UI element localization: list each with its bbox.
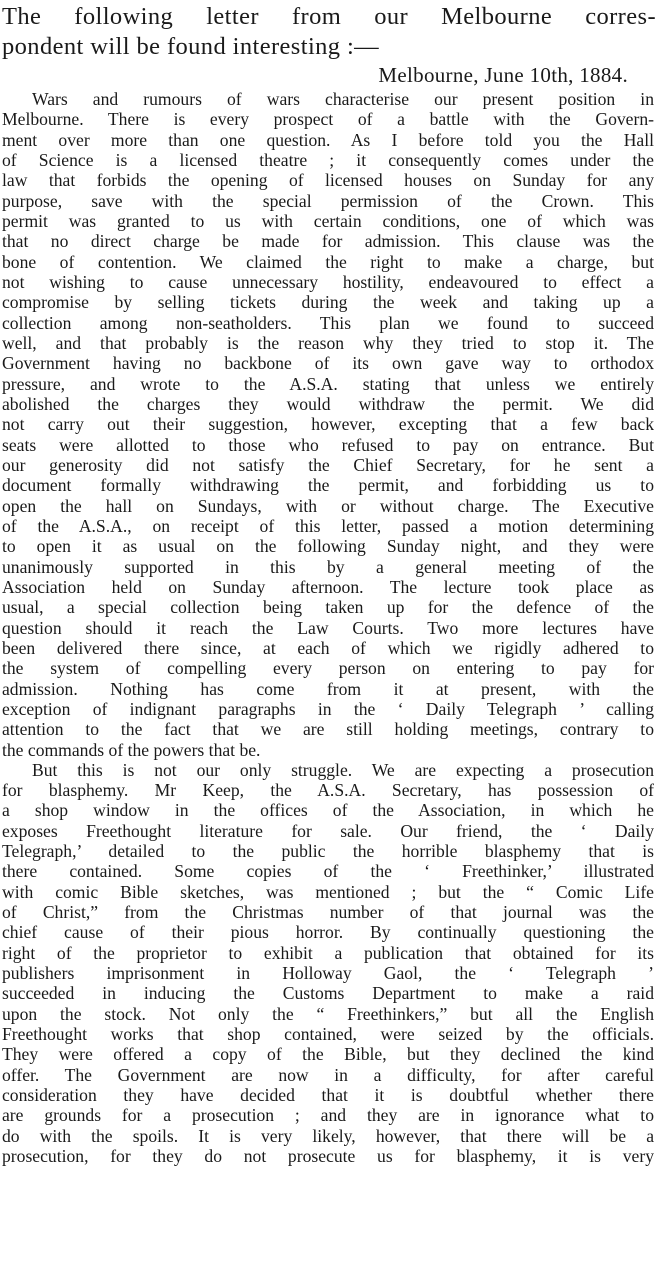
body-line: Wars and rumours of wars characterise our present position in bbox=[32, 89, 654, 109]
body-line: been delivered there since, at each of which we rigidly adhered to bbox=[2, 637, 654, 658]
body-line: compromise by selling tickets during the week and taking up a bbox=[2, 292, 654, 313]
body-line: with comic Bible sketches, was mentioned ; but the “ Comic Life bbox=[2, 881, 654, 902]
body-line: unanimously supported in this by a general meeting of the bbox=[2, 556, 654, 577]
body-line: law that forbids the opening of licensed houses on Sunday for any bbox=[2, 170, 654, 191]
paragraph bbox=[2, 760, 654, 1167]
body-line: exception of indignant paragraphs in the ‘ Daily Telegraph ’ calling bbox=[2, 698, 654, 719]
body-line: well, and that probably is the reason why they tried to stop it. The bbox=[2, 332, 654, 353]
body-line: there contained. Some copies of the ‘ Freethinker,’ illustrated bbox=[2, 861, 654, 882]
body-line: Freethought works that shop contained, were seized by the officials. bbox=[2, 1024, 654, 1045]
body-line: not wishing to cause unnecessary hostility, endeavoured to effect a bbox=[2, 271, 654, 292]
body-line: consideration they have decided that it is doubtful whether there bbox=[2, 1085, 654, 1106]
body-line: attention to the fact that we are still holding meetings, contrary to bbox=[2, 719, 654, 740]
body-line: pressure, and wrote to the A.S.A. stating that unless we entirely bbox=[2, 373, 654, 394]
paragraph bbox=[2, 89, 654, 760]
body-line: offer. The Government are now in a difficulty, for after careful bbox=[2, 1064, 654, 1085]
body-line: exposes Freethought literature for sale. Our friend, the ‘ Daily bbox=[2, 820, 654, 841]
headline-line: The following letter from our Melbourne corres- bbox=[2, 3, 656, 30]
headline-line: pondent will be found interesting :— bbox=[2, 33, 380, 60]
body-line: the system of compelling every person on entering to pay for bbox=[2, 658, 654, 679]
body-line: publishers imprisonment in Holloway Gaol, the ‘ Telegraph ’ bbox=[2, 963, 654, 984]
body-line: collection among non-seatholders. This plan we found to succeed bbox=[2, 312, 654, 333]
body-line: chief cause of their pious horror. By continually questioning the bbox=[2, 922, 654, 943]
dateline: Melbourne, June 10th, 1884. bbox=[378, 63, 628, 87]
body-line: Melbourne. There is every prospect of a battle with the Govern- bbox=[2, 109, 654, 130]
body-line: seats were allotted to those who refused to pay on entrance. But bbox=[2, 434, 654, 455]
body-line: right of the proprietor to exhibit a publication that obtained for its bbox=[2, 942, 654, 963]
body-line: a shop window in the offices of the Association, in which he bbox=[2, 800, 654, 821]
body-line: admission. Nothing has come from it at present, with the bbox=[2, 678, 654, 699]
body-line: not carry out their suggestion, however, excepting that a few back bbox=[2, 414, 654, 435]
body-line: open the hall on Sundays, with or without charge. The Executive bbox=[2, 495, 654, 516]
body-line: of Christ,” from the Christmas number of that journal was the bbox=[2, 902, 654, 923]
body-line: usual, a special collection being taken up for the defence of the bbox=[2, 597, 654, 618]
body-line: abolished the charges they would withdraw the permit. We did bbox=[2, 393, 654, 414]
body-line: our generosity did not satisfy the Chief Secretary, for he sent a bbox=[2, 454, 654, 475]
body-line: document formally withdrawing the permit, and forbidding us to bbox=[2, 475, 654, 496]
headline bbox=[2, 2, 656, 62]
body-line: purpose, save with the special permission of the Crown. This bbox=[2, 190, 654, 211]
body-line: Association held on Sunday afternoon. The lecture took place as bbox=[2, 576, 654, 597]
body-line: prosecution, for they do not prosecute us for blasphemy, it is very bbox=[2, 1146, 654, 1167]
body-line: that no direct charge be made for admission. This clause was the bbox=[2, 231, 654, 252]
body-line: question should it reach the Law Courts. Two more lectures have bbox=[2, 617, 654, 638]
body-line: for blasphemy. Mr Keep, the A.S.A. Secretary, has possession of bbox=[2, 780, 654, 801]
body-line: They were offered a copy of the Bible, but they declined the kind bbox=[2, 1044, 654, 1065]
article-body bbox=[2, 89, 654, 1166]
body-line: the commands of the powers that be. bbox=[2, 739, 261, 760]
body-line: of the A.S.A., on receipt of this letter, passed a motion determining bbox=[2, 515, 654, 536]
body-line: Telegraph,’ detailed to the public the horrible blasphemy that is bbox=[2, 841, 654, 862]
body-line: But this is not our only struggle. We are expecting a prosecution bbox=[32, 759, 654, 780]
body-line: are grounds for a prosecution ; and they are in ignorance what to bbox=[2, 1105, 654, 1126]
body-line: permit was granted to us with certain conditions, one of which was bbox=[2, 210, 654, 231]
body-line: Government having no backbone of its own gave way to orthodox bbox=[2, 353, 654, 374]
body-line: upon the stock. Not only the “ Freethinkers,” but all the English bbox=[2, 1003, 654, 1024]
body-line: ment over more than one question. As I before told you the Hall bbox=[2, 129, 654, 150]
body-line: bone of contention. We claimed the right to make a charge, but bbox=[2, 251, 654, 272]
body-line: do with the spoils. It is very likely, however, that there will be a bbox=[2, 1125, 654, 1146]
body-line: to open it as usual on the following Sunday night, and they were bbox=[2, 536, 654, 557]
body-line: succeeded in inducing the Customs Department to make a raid bbox=[2, 983, 654, 1004]
body-line: of Science is a licensed theatre ; it consequently comes under the bbox=[2, 149, 654, 170]
